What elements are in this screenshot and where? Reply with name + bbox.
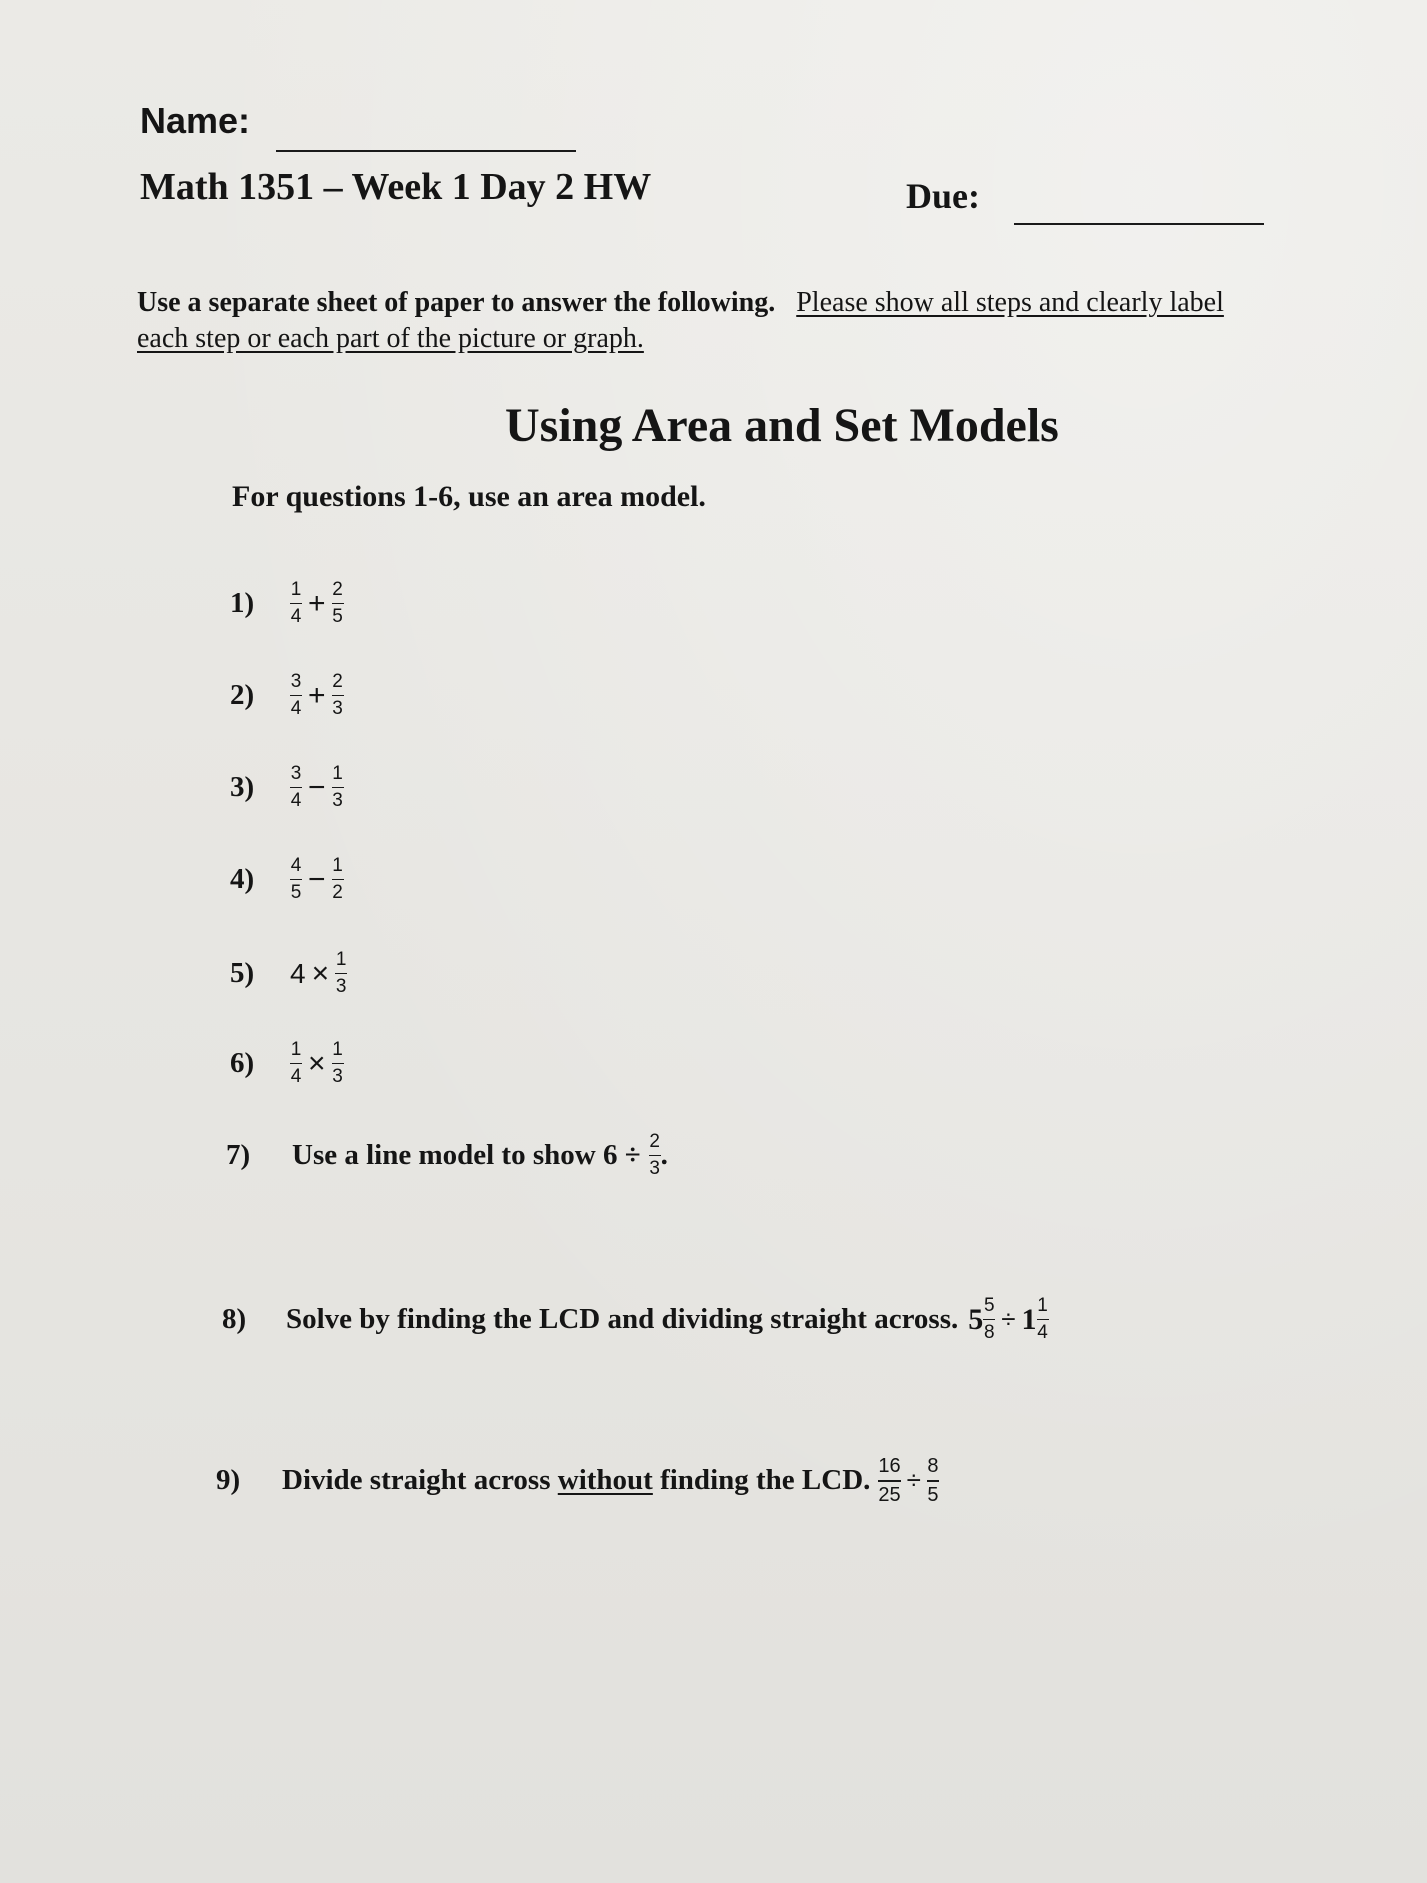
whole-number: 4 [290,957,306,989]
question-number: 6) [230,1047,255,1080]
course-title: Math 1351 – Week 1 Day 2 HW [140,166,652,208]
instructions-part2-line2: each step or each part of the picture or graph. [137,323,644,354]
fraction: $\frac{2}{3}$ [649,1131,660,1180]
question-text: Use a line model to show 6 ÷ [292,1139,641,1172]
operator: ÷ [906,1465,921,1496]
fraction: $\frac{1}{3}$ [335,949,347,998]
emphasis-without: without [557,1464,653,1497]
question-number: 7) [226,1139,251,1172]
fraction: $\frac{3}{4}$ [290,671,302,720]
question-text: Divide straight across without finding the LCD. [282,1464,871,1497]
fraction: $\frac{16}{25}$ [878,1455,901,1506]
operator: + [308,586,326,620]
due-blank-line [1014,223,1264,225]
instructions [137,285,1224,357]
fraction: $\frac{1}{2}$ [332,855,343,904]
period: . [660,1139,668,1172]
question-7 [226,1132,668,1179]
question-number: 1) [230,587,255,620]
name-label: Name: [140,100,251,141]
fraction: $\frac{1}{3}$ [332,763,343,812]
operator: ÷ [1001,1304,1016,1335]
question-8 [222,1296,1049,1343]
section-title: Using Area and Set Models [505,399,1059,452]
question-1 [230,580,344,627]
fraction: $\frac{1}{4}$ [290,579,302,628]
due-label: Due: [906,176,980,216]
fraction: $\frac{4}{5}$ [290,855,302,904]
fraction: $\frac{1}{4}$ [1037,1295,1048,1344]
fraction: $\frac{1}{3}$ [332,1039,343,1088]
fraction: $\frac{3}{4}$ [290,763,302,812]
question-number: 2) [230,679,255,712]
question-4 [230,856,344,903]
whole-number: 1 [1021,1302,1037,1336]
area-model-note: For questions 1-6, use an area model. [232,480,706,513]
instructions-part2-line1: Please show all steps and clearly label [796,287,1224,318]
name-blank-line [276,150,576,152]
question-3 [230,764,344,811]
question-2 [230,672,344,719]
fraction: $\frac{1}{4}$ [290,1039,302,1088]
fraction: $\frac{2}{3}$ [332,671,343,720]
operator: × [311,956,330,990]
operator: × [308,1046,326,1080]
question-number: 9) [216,1464,241,1497]
question-number: 4) [230,863,255,896]
operator: + [308,678,326,712]
operator: − [308,862,326,896]
question-number: 5) [230,957,255,990]
fraction: $\frac{5}{8}$ [983,1295,995,1344]
fraction: $\frac{8}{5}$ [927,1455,939,1506]
fraction: $\frac{2}{5}$ [332,579,343,628]
operator: − [308,770,326,804]
question-9 [216,1456,939,1506]
whole-number: 5 [968,1302,984,1336]
question-6 [230,1040,344,1087]
instructions-part1: Use a separate sheet of paper to answer the following. [137,287,776,318]
question-number: 3) [230,771,255,804]
question-text: Solve by finding the LCD and dividing straight across. [286,1303,959,1336]
question-5 [230,950,347,997]
question-number: 8) [222,1303,247,1336]
